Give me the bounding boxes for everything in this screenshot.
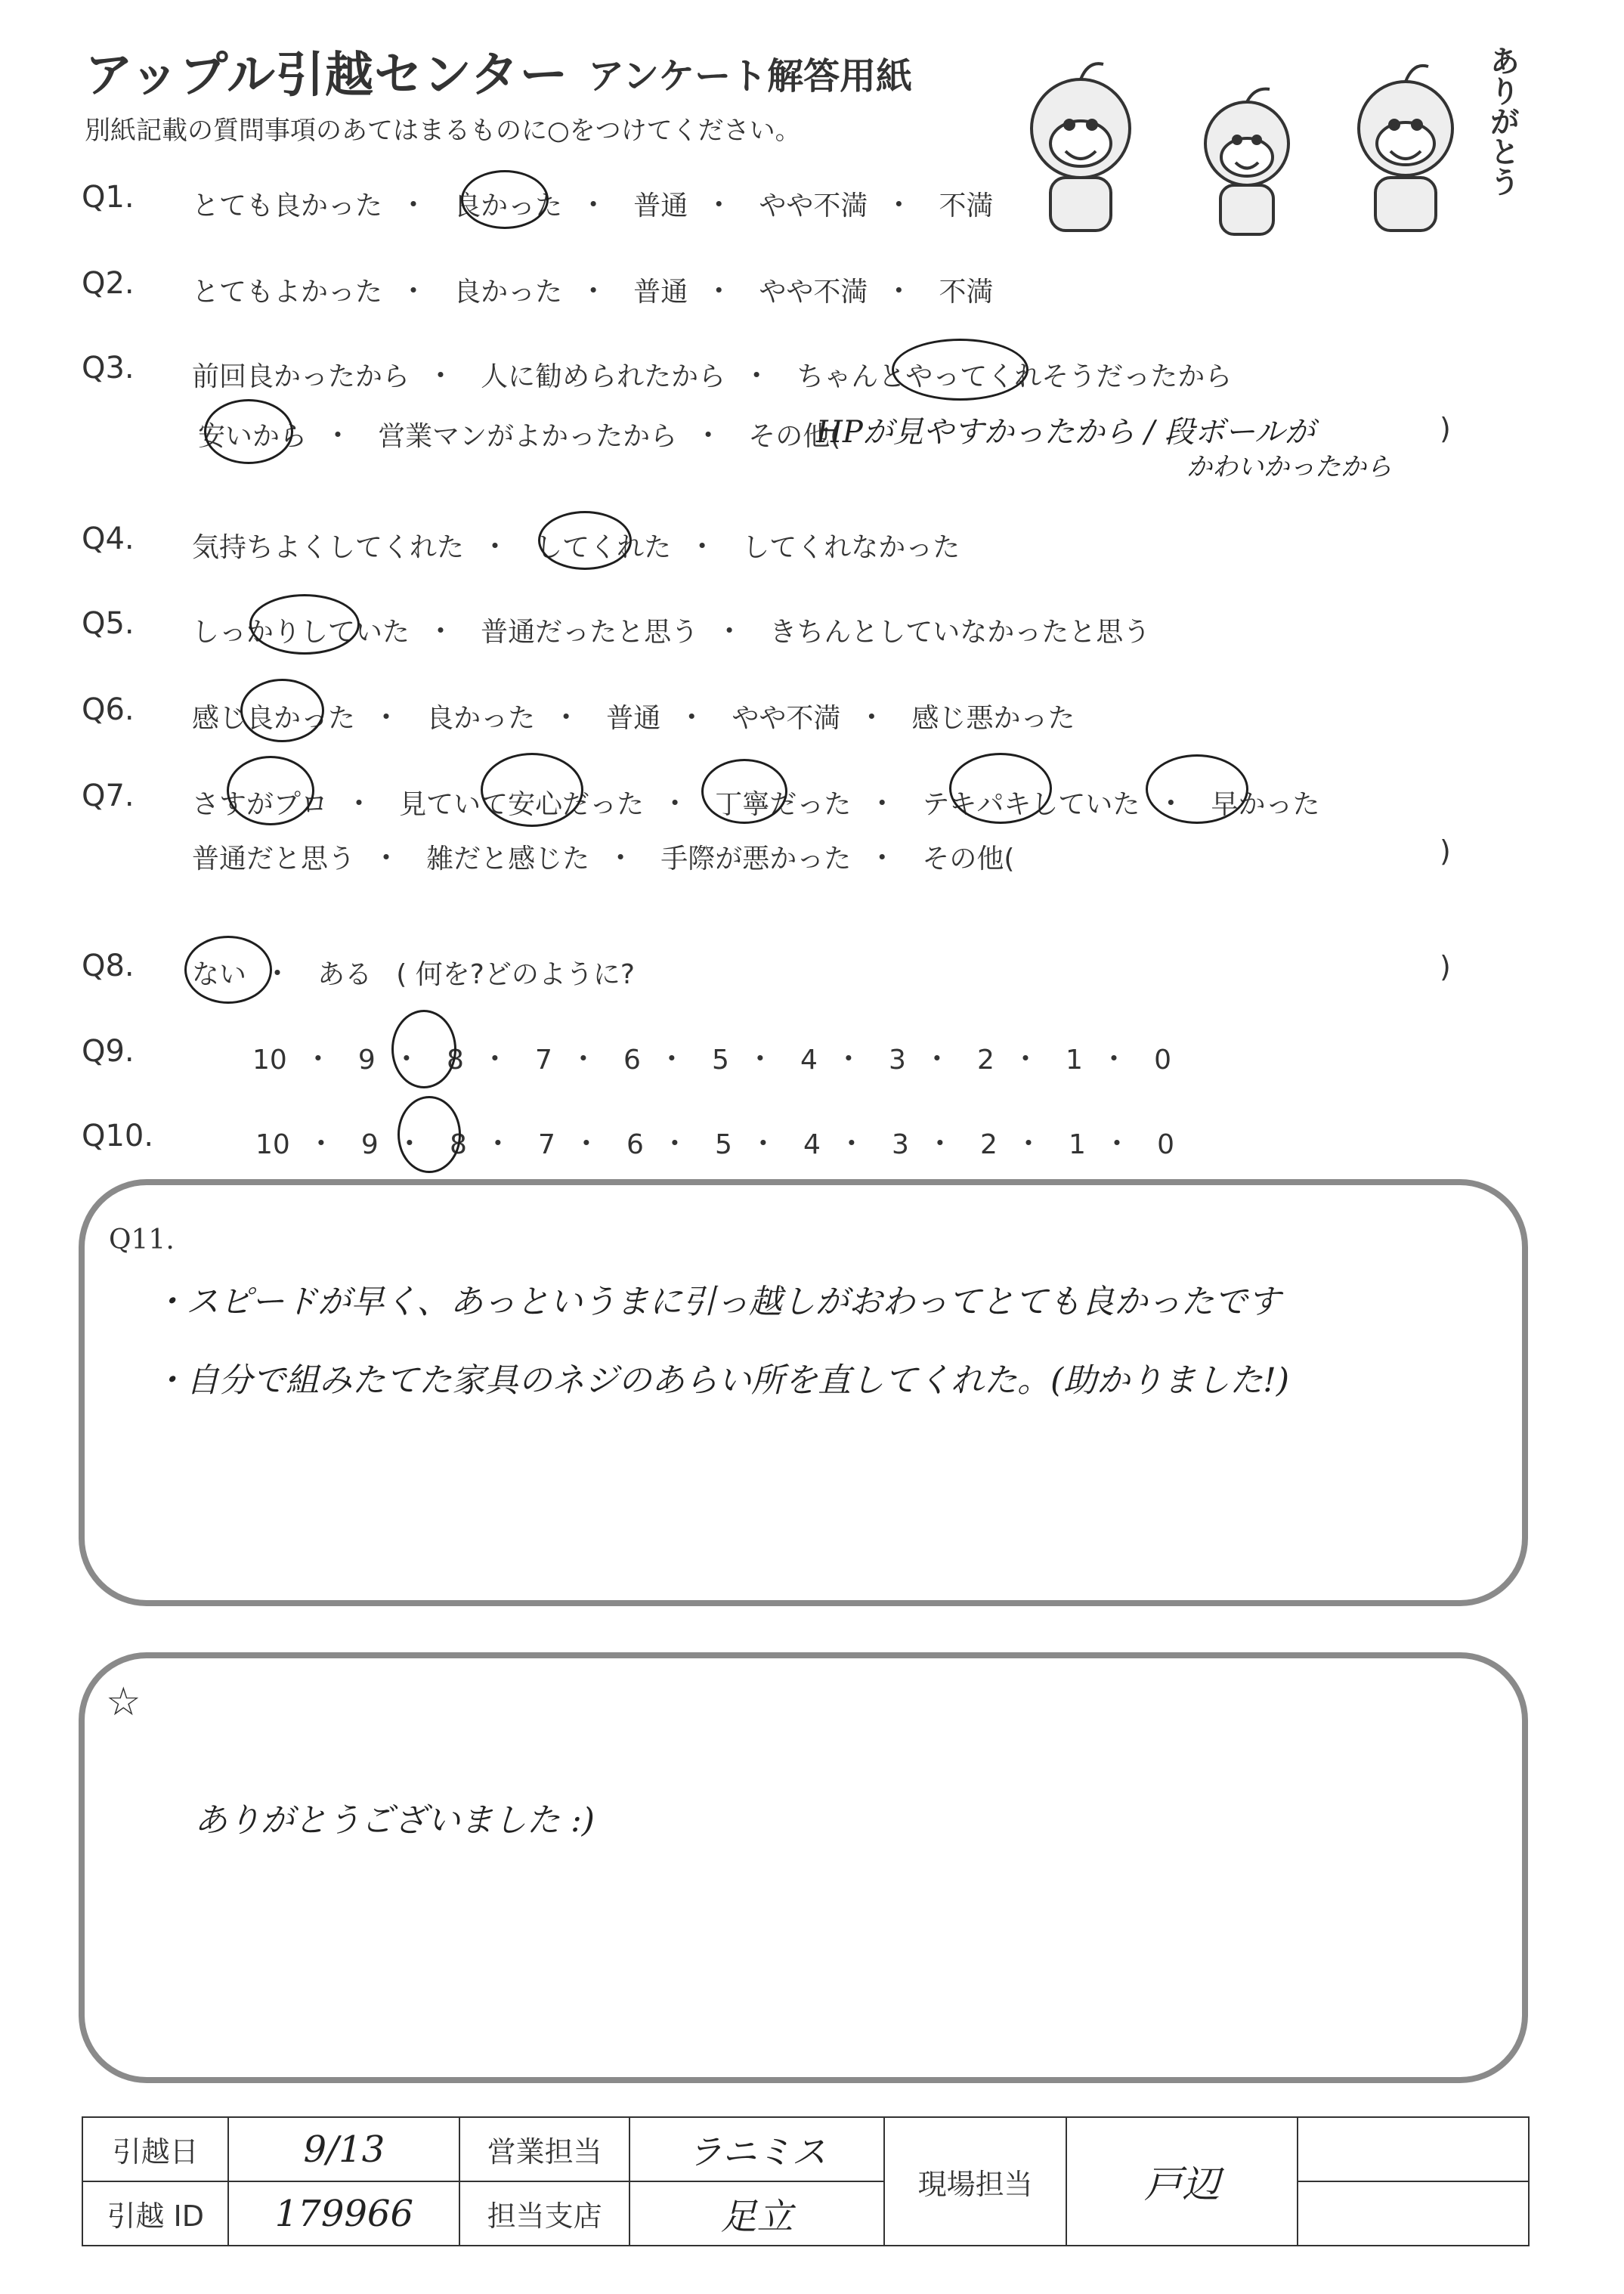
move-date-label: 引越日 bbox=[82, 2117, 228, 2181]
q7-option[interactable]: 見ていて安心だった bbox=[399, 789, 645, 820]
q2-option[interactable]: とてもよかった bbox=[192, 277, 383, 308]
q9-score[interactable]: 10 bbox=[252, 1045, 287, 1076]
selection-circle bbox=[249, 594, 360, 655]
q9-score[interactable]: 5 bbox=[711, 1045, 729, 1076]
q2-option[interactable]: 不満 bbox=[939, 277, 994, 308]
q8-detail: ( 何を?どのように? bbox=[396, 959, 635, 990]
q7-option[interactable]: その他( bbox=[922, 844, 1015, 875]
q9-score[interactable]: 8 bbox=[446, 1045, 464, 1076]
q7-option[interactable]: さすがプロ bbox=[192, 789, 329, 820]
star-icon: ☆ bbox=[106, 1679, 141, 1725]
q8-number: Q8. bbox=[82, 949, 135, 983]
q5-options: しっかりしていた ・ 普通だったと思う ・ きちんとしていなかったと思う bbox=[192, 615, 1151, 648]
q9-score[interactable]: 7 bbox=[534, 1045, 552, 1076]
footer-blank-cell bbox=[1298, 2117, 1529, 2181]
q10-scale: 10 ・ 9 ・ 8 ・ 7 ・ 6 ・ 5 ・ 4 ・ 3 ・ 2 ・ 1 ・ 0 bbox=[255, 1127, 1174, 1160]
q10-score[interactable]: 4 bbox=[803, 1129, 821, 1160]
selection-circle bbox=[391, 1010, 456, 1088]
footer-blank-cell bbox=[1298, 2181, 1529, 2246]
sales-label: 営業担当 bbox=[459, 2117, 629, 2181]
q1-option[interactable]: 不満 bbox=[939, 190, 994, 221]
selection-circle bbox=[227, 756, 314, 825]
q10-score[interactable]: 2 bbox=[980, 1129, 998, 1160]
q3-option[interactable]: 前回良かったから bbox=[192, 361, 410, 392]
q10-score[interactable]: 1 bbox=[1069, 1129, 1086, 1160]
q11-answer-line2: ・自分で組みたてた家具のネジのあらい所を直してくれた。(助かりました!) bbox=[153, 1361, 1290, 1400]
q9-score[interactable]: 4 bbox=[800, 1045, 818, 1076]
monkey-icon bbox=[1359, 66, 1452, 231]
q1-option[interactable]: 普通 bbox=[633, 190, 688, 221]
branch-value: 足立 bbox=[629, 2181, 884, 2246]
company-title: アップル引越センター bbox=[85, 48, 569, 104]
q6-option[interactable]: 良かった bbox=[426, 703, 536, 734]
selection-circle bbox=[538, 511, 632, 570]
q10-score[interactable]: 6 bbox=[626, 1129, 644, 1160]
selection-circle bbox=[892, 339, 1029, 401]
q10-score[interactable]: 3 bbox=[892, 1129, 909, 1160]
q7-option[interactable]: 早かった bbox=[1211, 789, 1320, 820]
mascot-caption: ありがとう bbox=[1485, 45, 1520, 197]
q11-answer-line1: ・スピードが早く、あっというまに引っ越しがおわってとても良かったです bbox=[153, 1283, 1281, 1321]
instruction-text: 別紙記載の質問事項のあてはまるものに○をつけてください。 bbox=[85, 116, 801, 146]
q10-score[interactable]: 0 bbox=[1157, 1129, 1174, 1160]
q2-option[interactable]: 良かった bbox=[453, 277, 563, 308]
q3-number: Q3. bbox=[82, 351, 135, 385]
q3-option[interactable]: 営業マンがよかったから bbox=[378, 421, 678, 452]
q1-options: とても良かった ・ 良かった ・ 普通 ・ やや不満 ・ 不満 bbox=[192, 188, 994, 221]
q2-number: Q2. bbox=[82, 266, 135, 301]
q3-option[interactable]: 人に勧められたから bbox=[481, 361, 726, 392]
sales-value: ラニミス bbox=[629, 2117, 884, 2181]
q11-label: Q11. bbox=[109, 1224, 175, 1255]
q6-options: 感じ良かった ・ 良かった ・ 普通 ・ やや不満 ・ 感じ悪かった bbox=[192, 701, 1075, 734]
selection-circle bbox=[481, 753, 583, 827]
q7-option[interactable]: 普通だと思う bbox=[192, 844, 356, 875]
q4-number: Q4. bbox=[82, 522, 135, 556]
q9-score[interactable]: 0 bbox=[1154, 1045, 1171, 1076]
q2-option[interactable]: 普通 bbox=[633, 277, 688, 308]
q9-score[interactable]: 6 bbox=[623, 1045, 641, 1076]
q10-number: Q10. bbox=[82, 1119, 154, 1153]
selection-circle bbox=[240, 679, 324, 742]
q9-number: Q9. bbox=[82, 1034, 135, 1069]
comment-message: ありがとうございました :) bbox=[194, 1801, 595, 1840]
q10-score[interactable]: 9 bbox=[360, 1129, 379, 1160]
form-title: アンケート解答用紙 bbox=[588, 55, 913, 98]
selection-circle bbox=[701, 759, 787, 824]
q3-option[interactable]: 安いから bbox=[198, 421, 308, 452]
q4-options: 気持ちよくしてくれた ・ してくれた ・ してくれなかった bbox=[192, 530, 960, 563]
move-id-value: 179966 bbox=[228, 2181, 459, 2246]
selection-circle bbox=[461, 170, 549, 229]
move-id-label: 引越 ID bbox=[82, 2181, 228, 2246]
q9-scale: 10 ・ 9 ・ 8 ・ 7 ・ 6 ・ 5 ・ 4 ・ 3 ・ 2 ・ 1 ・ 0 bbox=[252, 1042, 1171, 1076]
q6-option[interactable]: 感じ悪かった bbox=[911, 703, 1075, 734]
q8-option[interactable]: ない bbox=[192, 959, 247, 990]
q9-score[interactable]: 1 bbox=[1066, 1045, 1083, 1076]
q7-option[interactable]: 手際が悪かった bbox=[660, 844, 852, 875]
q2-option[interactable]: やや不満 bbox=[759, 277, 868, 308]
q3-line1: 前回良かったから ・ 人に勧められたから ・ ちゃんとやってくれそうだったから bbox=[192, 359, 1233, 392]
q4-option[interactable]: してくれた bbox=[535, 532, 672, 563]
q10-score[interactable]: 10 bbox=[255, 1129, 290, 1160]
q5-number: Q5. bbox=[82, 606, 135, 641]
q4-option[interactable]: 気持ちよくしてくれた bbox=[192, 532, 465, 563]
q7-line2: 普通だと思う ・ 雑だと感じた ・ 手際が悪かった ・ その他( bbox=[192, 841, 1015, 875]
mascot-illustration bbox=[998, 45, 1527, 242]
q2-options: とてもよかった ・ 良かった ・ 普通 ・ やや不満 ・ 不満 bbox=[192, 274, 994, 308]
q7-close-paren: ) bbox=[1440, 834, 1451, 868]
q7-option[interactable]: テキパキしていた bbox=[922, 789, 1140, 820]
q1-number: Q1. bbox=[82, 180, 135, 215]
selection-circle bbox=[1146, 754, 1248, 824]
footer-table bbox=[82, 2116, 1530, 2246]
q3-line2: 安いから ・ 営業マンがよかったから ・ その他( bbox=[198, 419, 841, 452]
q1-option[interactable]: とても良かった bbox=[192, 190, 383, 221]
q3-other-handwritten-2: かわいかったから bbox=[1186, 452, 1392, 482]
q6-number: Q6. bbox=[82, 692, 135, 727]
q3-close-paren: ) bbox=[1440, 412, 1451, 445]
q6-option[interactable]: やや不満 bbox=[732, 703, 841, 734]
selection-circle bbox=[397, 1096, 461, 1173]
q7-option[interactable]: 丁寧だった bbox=[715, 789, 852, 820]
q10-score[interactable]: 7 bbox=[537, 1129, 555, 1160]
comment-box bbox=[79, 1652, 1528, 2083]
q10-score[interactable]: 8 bbox=[449, 1129, 467, 1160]
monkey-icon bbox=[1205, 89, 1288, 234]
q6-option[interactable]: 感じ良かった bbox=[192, 703, 356, 734]
site-value: 戸辺 bbox=[1066, 2117, 1298, 2246]
q8-close-paren: ) bbox=[1440, 950, 1451, 983]
q3-other-handwritten-1: HPが見やすかったから / 段ボールが bbox=[816, 415, 1315, 450]
q3-option[interactable]: ちゃんとやってくれそうだったから bbox=[797, 361, 1233, 392]
q1-option[interactable]: やや不満 bbox=[759, 190, 868, 221]
move-date-value: 9/13 bbox=[228, 2117, 459, 2181]
q8-option[interactable]: ある bbox=[317, 959, 373, 990]
selection-circle bbox=[204, 399, 293, 464]
q1-option[interactable]: 良かった bbox=[453, 190, 563, 221]
q5-option[interactable]: しっかりしていた bbox=[192, 617, 410, 648]
q6-option[interactable]: 普通 bbox=[606, 703, 661, 734]
q7-line1: さすがプロ ・ 見ていて安心だった ・ 丁寧だった ・ テキパキしていた ・ 早かった bbox=[192, 787, 1320, 820]
q9-score[interactable]: 9 bbox=[357, 1045, 376, 1076]
q7-number: Q7. bbox=[82, 779, 135, 813]
q4-option[interactable]: してくれなかった bbox=[742, 532, 960, 563]
selection-circle bbox=[184, 936, 272, 1004]
q7-option[interactable]: 雑だと感じた bbox=[426, 844, 590, 875]
q3-option[interactable]: その他( bbox=[748, 421, 841, 452]
q11-box bbox=[79, 1179, 1528, 1606]
monkey-icon bbox=[1032, 63, 1130, 231]
q5-option[interactable]: 普通だったと思う bbox=[481, 617, 699, 648]
q9-score[interactable]: 2 bbox=[977, 1045, 995, 1076]
selection-circle bbox=[949, 753, 1052, 824]
branch-label: 担当支店 bbox=[459, 2181, 629, 2246]
q5-option[interactable]: きちんとしていなかったと思う bbox=[769, 617, 1151, 648]
site-label: 現場担当 bbox=[884, 2117, 1066, 2246]
q9-score[interactable]: 3 bbox=[889, 1045, 906, 1076]
q8-options: ない ・ ある ( 何を?どのように? bbox=[192, 957, 635, 990]
q10-score[interactable]: 5 bbox=[714, 1129, 732, 1160]
